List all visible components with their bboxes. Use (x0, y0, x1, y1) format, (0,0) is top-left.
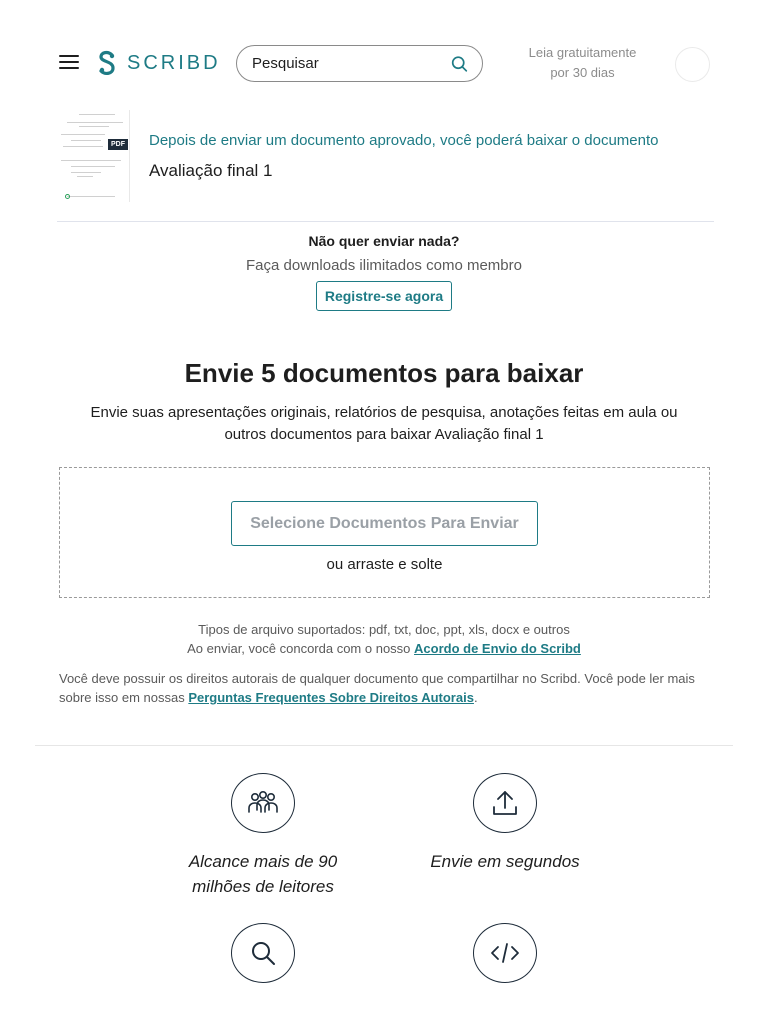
agreement-text (0, 639, 768, 658)
document-thumbnail[interactable] (57, 110, 130, 202)
logo-text: SCRIBD (127, 51, 221, 74)
pdf-badge: PDF (108, 139, 128, 150)
agreement-prefix: Ao enviar, você concorda com o nosso (187, 641, 415, 656)
feature-upload-line-1: Envie em segundos (430, 852, 580, 871)
scribd-logo[interactable] (96, 50, 221, 76)
top-header (0, 0, 768, 126)
feature-upload-label (405, 849, 605, 874)
menu-icon[interactable] (59, 55, 79, 71)
code-icon (473, 923, 537, 983)
search-icon[interactable] (451, 54, 468, 74)
search-box[interactable] (236, 45, 483, 82)
copyright-faq-link[interactable]: Perguntas Frequentes Sobre Direitos Autorais (188, 690, 474, 705)
rights-text: Você deve possuir os direitos autorais de qualquer documento que compartilhar no Scribd. Você pode ler mais sobre isso em nossas (59, 671, 695, 705)
download-note: Depois de enviar um documento aprovado, você poderá baixar o documento (149, 132, 659, 149)
promo-line-2: por 30 dias (550, 65, 615, 80)
feature-reach (163, 773, 363, 899)
scribd-logo-icon (96, 50, 118, 76)
feature-search (163, 923, 363, 983)
check-dot-icon (65, 194, 70, 199)
upload-dropzone[interactable] (59, 467, 710, 598)
no-upload-section (0, 233, 768, 311)
upload-title: Envie 5 documentos para baixar (184, 358, 584, 388)
search-icon (231, 923, 295, 983)
avatar[interactable] (675, 47, 710, 82)
people-icon (231, 773, 295, 833)
feature-reach-line-1: Alcance mais de 90 (188, 852, 338, 871)
feature-reach-label (163, 849, 363, 899)
rights-suffix: . (473, 690, 478, 705)
feature-upload (405, 773, 605, 874)
no-upload-heading: Não quer enviar nada? (308, 233, 460, 249)
no-upload-subtext: Faça downloads ilimitados como membro (246, 257, 522, 274)
upload-icon (473, 773, 537, 833)
document-title: Avaliação final 1 (149, 161, 273, 180)
file-info (0, 620, 768, 658)
upload-description: Envie suas apresentações originais, relatórios de pesquisa, anotações feitas em aula ou outros documentos para baixar Avaliação final 1 (90, 404, 678, 443)
feature-embed (405, 923, 605, 983)
drag-drop-text: ou arraste e solte (326, 556, 443, 573)
free-trial-link[interactable] (520, 43, 645, 83)
feature-reach-line-2: milhões de leitores (192, 877, 334, 896)
select-documents-button[interactable]: Selecione Documentos Para Enviar (231, 501, 538, 546)
supported-types: Tipos de arquivo suportados: pdf, txt, doc, ppt, xls, docx e outros (198, 622, 570, 637)
copyright-notice (59, 669, 709, 707)
document-row (57, 110, 714, 222)
promo-line-1: Leia gratuitamente (528, 45, 637, 60)
section-divider (35, 745, 733, 746)
search-input[interactable] (252, 55, 451, 72)
register-button[interactable]: Registre-se agora (316, 281, 452, 311)
upload-agreement-link[interactable]: Acordo de Envio do Scribd (414, 641, 581, 656)
